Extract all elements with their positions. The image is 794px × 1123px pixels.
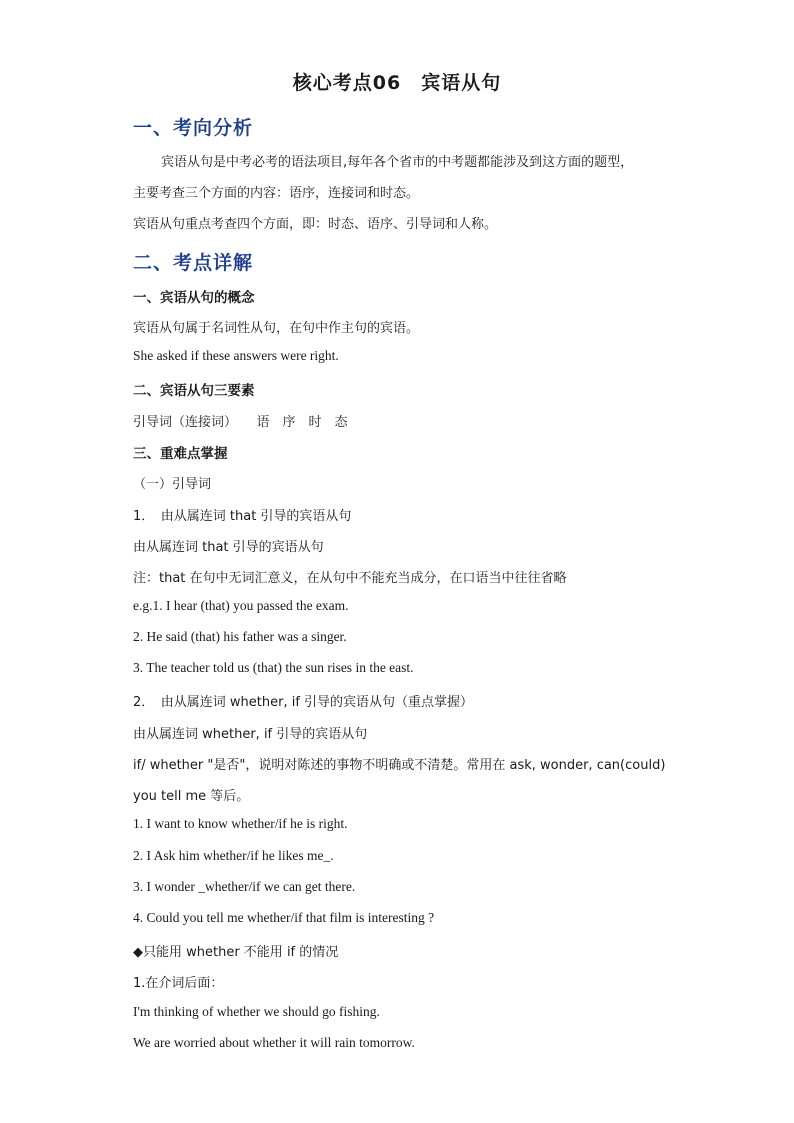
item1-example-3: 3. The teacher told us (that) the sun rises in the east. <box>133 660 414 675</box>
subheading-key-points: 三、重难点掌握 <box>133 446 228 462</box>
analysis-paragraph-line1: 宾语从句是中考必考的语法项目,每年各个省市的中考题都能涉及到这方面的题型， <box>161 155 634 170</box>
item1-note: 注：that 在句中无词汇意义，在从句中不能充当成分，在口语当中往往省略 <box>133 571 567 586</box>
item1-repeat: 由从属连词 that 引导的宾语从句 <box>133 540 324 555</box>
item2-example-3: 3. I wonder _whether/if we can get there. <box>133 879 356 894</box>
subheading-three-elements: 二、宾语从句三要素 <box>133 383 255 399</box>
part-heading-connectives: （一）引导词 <box>133 477 212 492</box>
whether-only-heading: ◆只能用 whether 不能用 if 的情况 <box>133 945 339 960</box>
item1-example-1: e.g.1. I hear (that) you passed the exam. <box>133 598 349 613</box>
item2-example-4: 4. Could you tell me whether/if that film is interesting ? <box>133 910 435 925</box>
case1-example-2: We are worried about whether it will rain tomorrow. <box>133 1035 415 1050</box>
page-title: 核心考点06 宾语从句 <box>292 72 502 94</box>
item2-note-line2: you tell me 等后。 <box>133 789 250 804</box>
item2-example-1: 1. I want to know whether/if he is right. <box>133 816 348 831</box>
item1-title: 1． 由从属连词 that 引导的宾语从句 <box>133 509 352 524</box>
case1-title: 1.在介词后面： <box>133 976 224 991</box>
case1-example-1: I'm thinking of whether we should go fishing. <box>133 1004 380 1019</box>
section-heading-analysis: 一、考向分析 <box>133 117 254 139</box>
item2-example-2: 2. I Ask him whether/if he likes me_. <box>133 848 334 863</box>
concept-example: She asked if these answers were right. <box>133 348 339 363</box>
analysis-paragraph-2: 宾语从句重点考查四个方面，即：时态、语序、引导词和人称。 <box>133 217 498 232</box>
item2-repeat: 由从属连词 whether, if 引导的宾语从句 <box>133 727 368 742</box>
subheading-concept: 一、宾语从句的概念 <box>133 290 255 306</box>
section-heading-details: 二、考点详解 <box>133 252 254 274</box>
item2-note-line1: if/ whether "是否"，说明对陈述的事物不明确或不清楚。常用在 ask, wonder, can(could) <box>133 758 666 773</box>
concept-text: 宾语从句属于名词性从句，在句中作主句的宾语。 <box>133 321 420 336</box>
three-elements-text: 引导词（连接词） 语 序 时 态 <box>133 415 348 430</box>
analysis-paragraph-line2: 主要考查三个方面的内容：语序，连接词和时态。 <box>133 186 420 201</box>
item1-example-2: 2. He said (that) his father was a singer. <box>133 629 347 644</box>
item2-title: 2． 由从属连词 whether, if 引导的宾语从句（重点掌握） <box>133 695 474 710</box>
